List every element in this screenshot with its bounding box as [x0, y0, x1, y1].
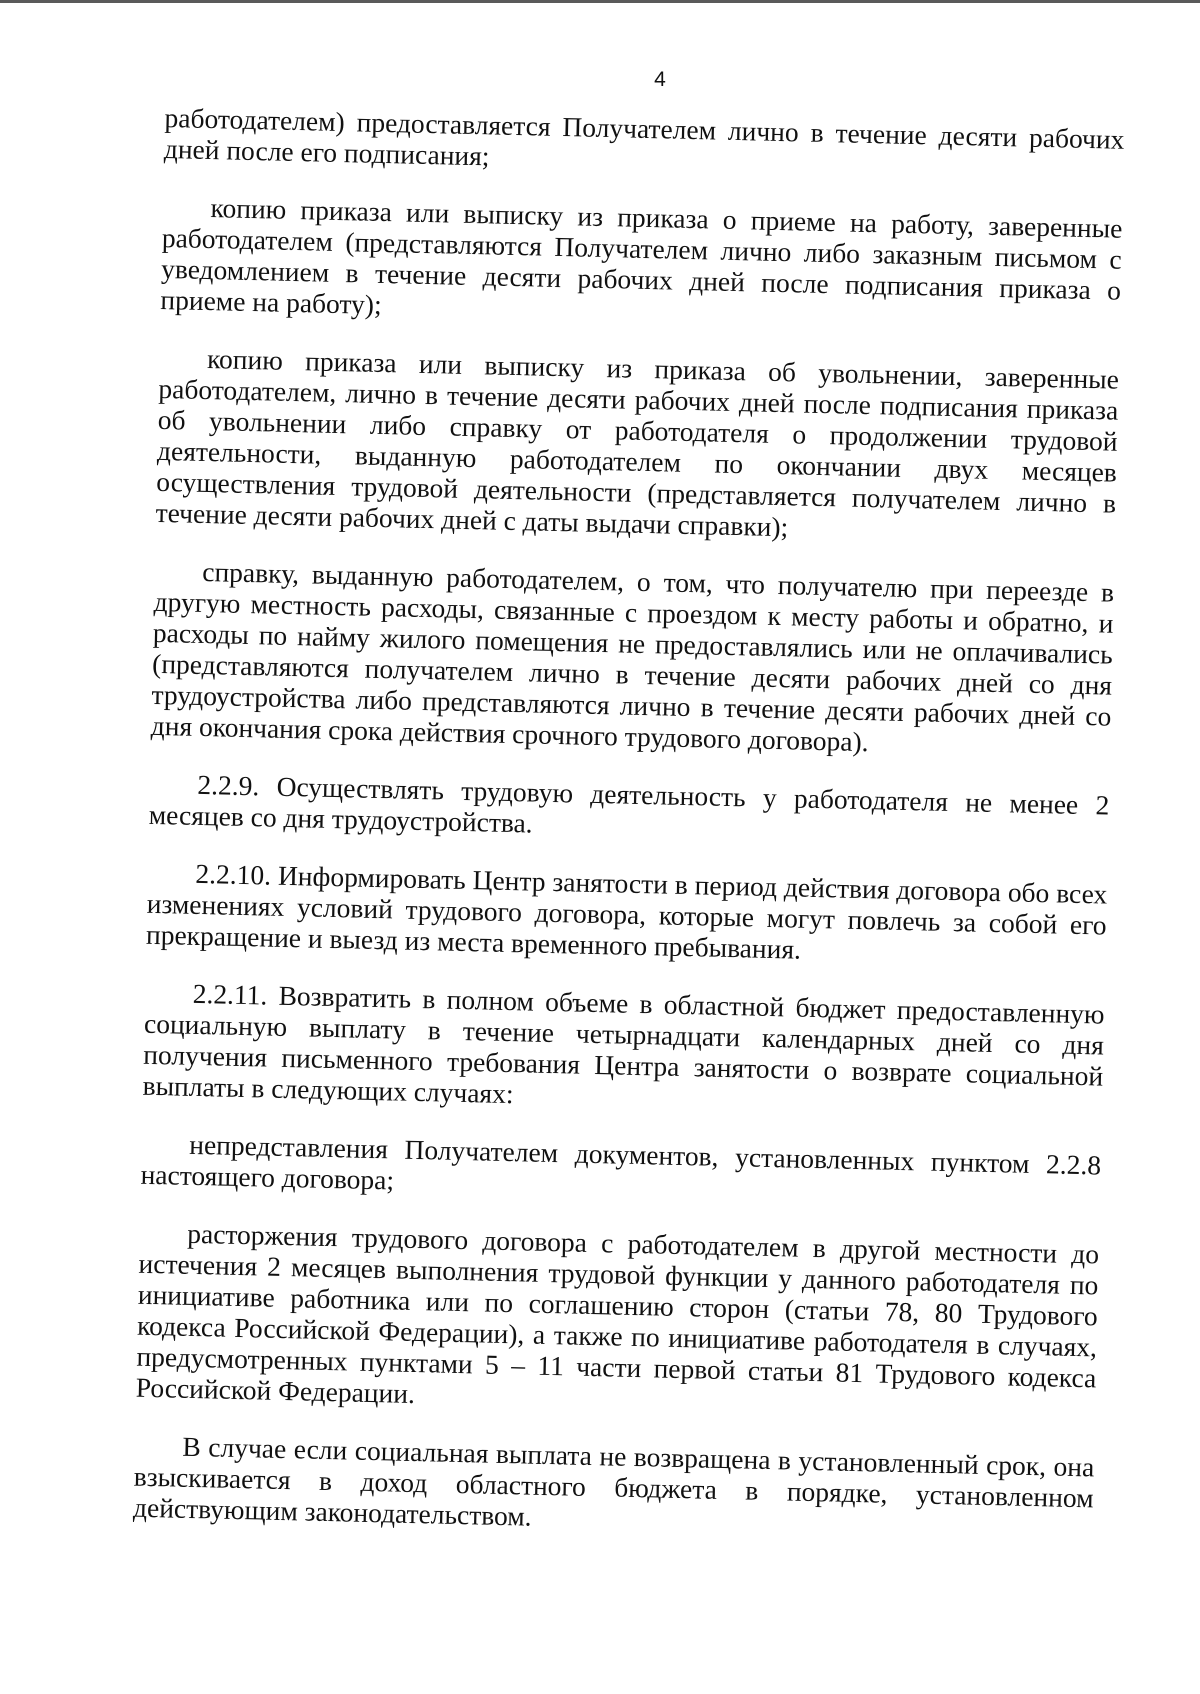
paragraph-employer-certificate: справку, выданную работодателем, о том, что получателю при переезде в другую местность расходы, связанные с проездом к месту работы и обратно, и расходы по найму жилого помещения не предоставлялись или не оплачивались (представляются получателем лично в течение десяти рабочих дней со дня трудоустройства либо представляются лично в течение десяти рабочих дней со дня окончания срока действия срочного трудового договора). — [150, 555, 1115, 758]
page-top-edge — [0, 0, 1200, 3]
paragraph-recovery: В случае если социальная выплата не возвращена в установленный срок, она взыскивается в доход областного бюджета в порядке, установленном действующим законодательством. — [132, 1430, 1095, 1532]
case-contract-termination: расторжения трудового договора с работодателем в другой местности до истечения 2 месяцев выполнения трудовой функции у данного работодателя по инициативе работника или по соглашению сторон (статьи 78, 80 Трудового кодекса Российской Федерации), а также по инициативе работодателя в случаях, предусмотренных пунктами 5 – 11 части первой статьи 81 Трудового кодекса Российской Федерации. — [135, 1217, 1100, 1409]
paragraph-continuation: работодателем) предоставляется Получателем лично в течение десяти рабочих дней после его подписания; — [163, 102, 1125, 172]
clause-2-2-10: 2.2.10. Информировать Центр занятости в период действия договора обо всех изменениях условий трудового договора, которые могут повлечь за собой его прекращение и выезд из места временного пребывания. — [145, 857, 1108, 965]
page-number: 4 — [654, 68, 666, 91]
clause-2-2-9: 2.2.9. Осуществлять трудовую деятельность у работодателя не менее 2 месяцев со дня трудоустройства. — [148, 768, 1110, 839]
paragraph-dismissal-order-copy: копию приказа или выписку из приказа об увольнении, заверенные работодателем, лично в течение десяти рабочих дней после подписания приказа об увольнении либо справку от работодателя о продолжении трудовой деятельности, выданную работодателем по окончании двух месяцев осуществления трудовой деятельности (представляется получателем лично в течение десяти рабочих дней с даты выдачи справки); — [155, 343, 1120, 543]
paragraph-hiring-order-copy: копию приказа или выписку из приказа о приеме на работу, заверенные работодателем (представляются Получателем лично либо заказным письмом с уведомлением в течение десяти рабочих дней после подписания приказа о приеме на работу); — [160, 192, 1123, 320]
case-documents-not-provided: непредставления Получателем документов, установленных пунктом 2.2.8 настоящего договора; — [140, 1128, 1102, 1196]
document-body — [133, 102, 1125, 1544]
clause-2-2-11: 2.2.11. Возвратить в полном объеме в областной бюджет предоставленную социальную выплату в течение четырнадцати календарных дней со дня получения письменного требования Центра занятости о возврате социальной выплаты в следующих случаях: — [142, 977, 1105, 1110]
